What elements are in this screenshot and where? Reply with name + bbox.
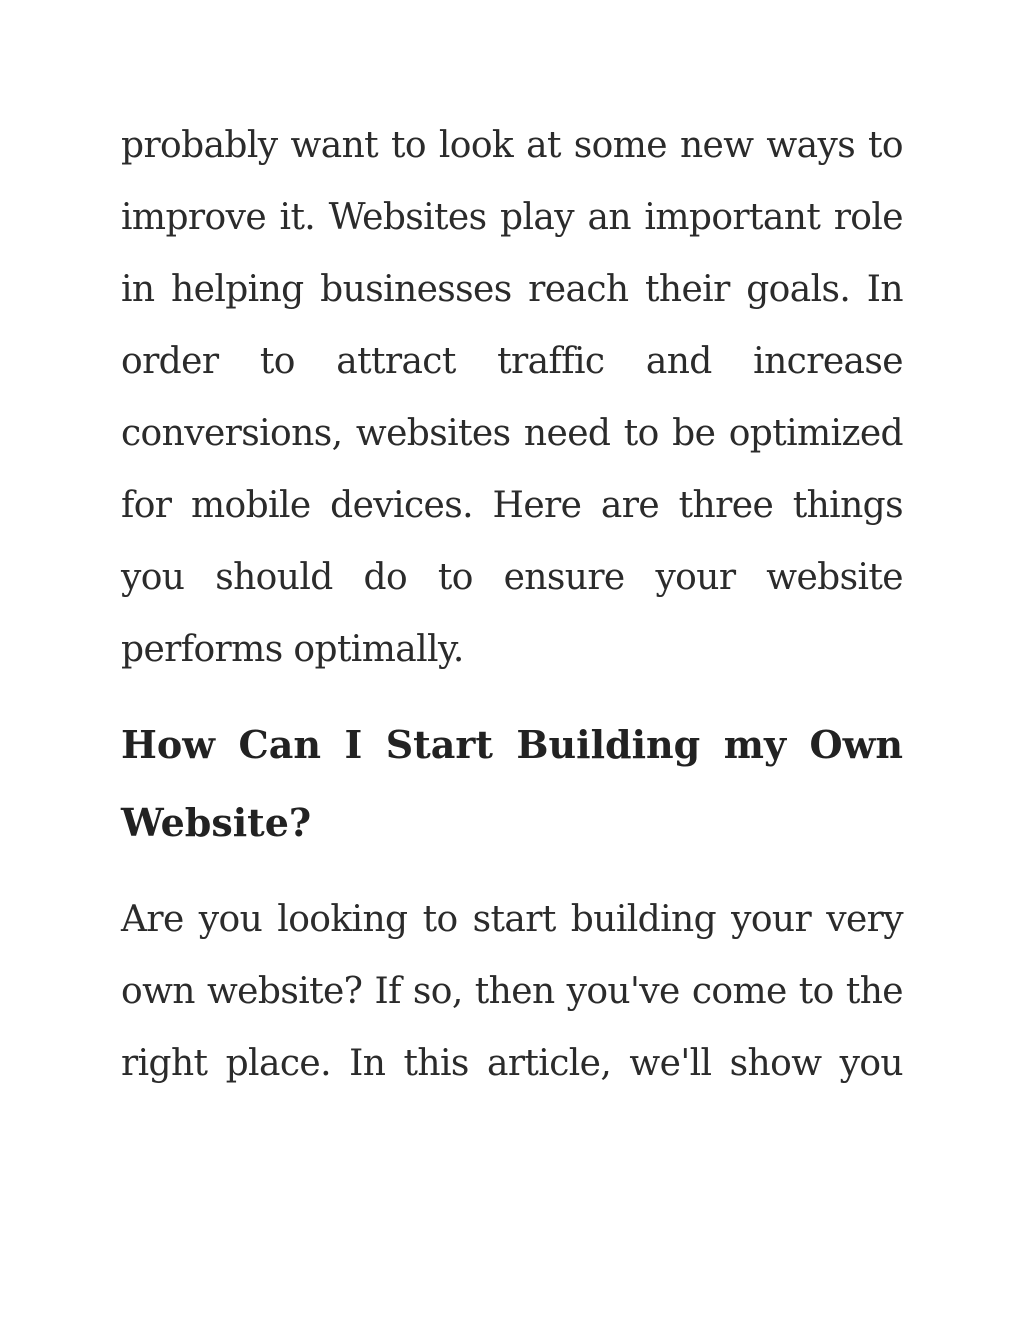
heading-line: How Can I Start Building my Own — [121, 722, 903, 767]
intro-paragraph — [121, 110, 903, 686]
paragraph-line: performs optimally. — [121, 629, 464, 670]
paragraph-line: in helping businesses reach their goals. In — [121, 269, 903, 310]
paragraph-line: you should do to ensure your website — [121, 557, 903, 598]
paragraph-line: probably want to look at some new ways to — [121, 125, 903, 166]
body-paragraph — [121, 884, 903, 1100]
paragraph-line: right place. In this article, we'll show you — [121, 1043, 903, 1084]
heading-line: Website? — [121, 800, 312, 845]
paragraph-line: for mobile devices. Here are three things — [121, 485, 903, 526]
paragraph-line: own website? If so, then you've come to the — [121, 971, 903, 1012]
paragraph-line: improve it. Websites play an important role — [121, 197, 903, 238]
section-heading — [121, 706, 903, 862]
document-page — [121, 110, 903, 1100]
paragraph-line: order to attract traffic and increase — [121, 341, 903, 382]
paragraph-line: conversions, websites need to be optimized — [121, 413, 903, 454]
paragraph-line: Are you looking to start building your very — [121, 899, 903, 940]
